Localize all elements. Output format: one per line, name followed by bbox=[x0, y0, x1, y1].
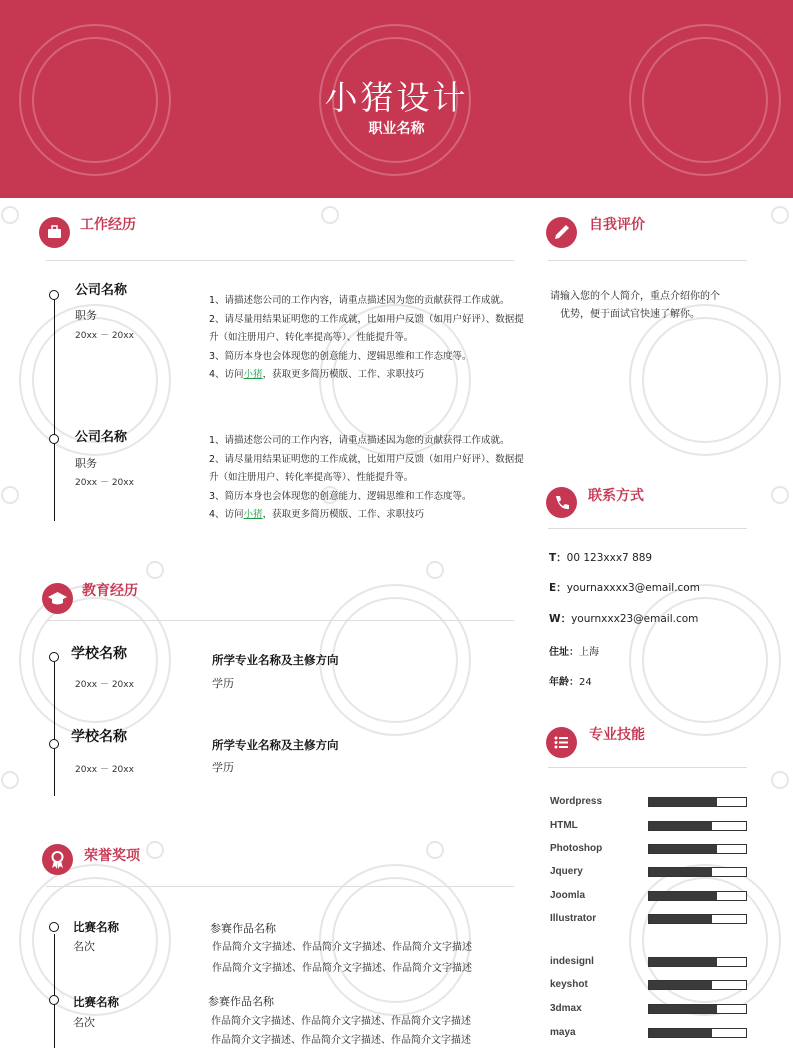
work-timeline-line bbox=[54, 296, 55, 521]
contact-phone: T：00 123xxx7 889 bbox=[549, 552, 653, 564]
skill-level-bar bbox=[648, 914, 747, 924]
date-range: 20xx － 20xx bbox=[75, 478, 134, 488]
contact-address: 住址：上海 bbox=[549, 647, 599, 658]
timeline-dot bbox=[49, 995, 59, 1005]
skill-level-bar bbox=[648, 1004, 747, 1014]
skill-label: HTML bbox=[550, 820, 578, 831]
self-eval-title: 自我评价 bbox=[589, 217, 645, 233]
desc-line: 4、访问小猪，获取更多简历模版、工作、求职技巧 bbox=[209, 509, 425, 521]
xiaozhu-link[interactable]: 小猪 bbox=[243, 369, 263, 381]
desc-line: 作品简介文字描述、作品简介文字描述、作品简介文字描述 bbox=[211, 1016, 471, 1027]
pencil-icon bbox=[546, 217, 577, 248]
skill-level-bar bbox=[648, 957, 747, 967]
education-section-title: 教育经历 bbox=[82, 583, 138, 599]
timeline-dot bbox=[49, 290, 59, 300]
position: 职务 bbox=[75, 457, 97, 470]
phone-icon bbox=[546, 487, 577, 518]
skill-level-bar bbox=[648, 797, 747, 807]
skill-level-fill bbox=[649, 981, 712, 989]
desc-line: 4、访问小猪，获取更多简历模版、工作、求职技巧 bbox=[209, 369, 425, 381]
skill-label: keyshot bbox=[550, 979, 588, 990]
skill-level-fill bbox=[649, 1029, 712, 1037]
divider bbox=[46, 886, 514, 887]
work-description bbox=[209, 432, 525, 525]
work-section-title: 工作经历 bbox=[80, 217, 136, 233]
competition-name: 比赛名称 bbox=[73, 995, 119, 1009]
timeline-dot bbox=[49, 652, 59, 662]
timeline-dot bbox=[49, 434, 59, 444]
work-name: 参赛作品名称 bbox=[208, 995, 274, 1008]
skill-level-fill bbox=[649, 1005, 717, 1013]
job-title: 职业名称 bbox=[368, 121, 425, 137]
desc-line: 作品简介文字描述、作品简介文字描述、作品简介文字描述 bbox=[212, 963, 472, 974]
desc-line: 1、请描述您公司的工作内容，请重点描述因为您的贡献获得工作成就。 bbox=[209, 295, 510, 306]
skill-level-fill bbox=[649, 845, 717, 853]
contact-title: 联系方式 bbox=[588, 488, 644, 504]
desc-line: 3、简历本身也会体现您的创意能力、逻辑思维和工作态度等。 bbox=[209, 490, 472, 502]
timeline-dot bbox=[49, 922, 59, 932]
skill-label: Jquery bbox=[550, 866, 583, 877]
award-description bbox=[212, 937, 472, 979]
desc-line: 作品简介文字描述、作品简介文字描述、作品简介文字描述 bbox=[212, 942, 472, 953]
skill-level-fill bbox=[649, 915, 712, 923]
timeline-dot bbox=[49, 739, 59, 749]
award-ribbon-icon bbox=[42, 844, 73, 875]
school-name: 学校名称 bbox=[71, 729, 127, 745]
major: 所学专业名称及主修方向 bbox=[212, 653, 339, 667]
skill-label: Illustrator bbox=[550, 913, 597, 924]
candidate-name: 小猪设计 bbox=[324, 78, 469, 117]
date-range: 20xx － 20xx bbox=[75, 331, 134, 341]
contact-age: 年龄：24 bbox=[549, 677, 592, 688]
xiaozhu-link[interactable]: 小猪 bbox=[243, 509, 263, 521]
skill-level-bar bbox=[648, 867, 747, 877]
skill-level-bar bbox=[648, 844, 747, 854]
skill-level-bar bbox=[648, 821, 747, 831]
work-name: 参赛作品名称 bbox=[210, 922, 276, 935]
competition-name: 比赛名称 bbox=[73, 920, 119, 934]
skill-label: Joomla bbox=[550, 890, 586, 901]
major: 所学专业名称及主修方向 bbox=[212, 738, 339, 752]
desc-line: 2、请尽量用结果证明您的工作成就，比如用户反馈（如用户好评）、数据提升（如注册用户、转化率提高等）、性能提升等。 bbox=[209, 453, 524, 484]
position: 职务 bbox=[75, 309, 97, 322]
desc-line: 作品简介文字描述、作品简介文字描述、作品简介文字描述 bbox=[211, 1035, 471, 1046]
self-eval-line: 优势，便于面试官快速了解你。 bbox=[560, 309, 700, 320]
skill-label: Photoshop bbox=[550, 843, 603, 854]
skill-level-bar bbox=[648, 891, 747, 901]
desc-line: 3、简历本身也会体现您的创意能力、逻辑思维和工作态度等。 bbox=[209, 350, 472, 362]
degree: 学历 bbox=[212, 677, 234, 690]
date-range: 20xx － 20xx bbox=[75, 680, 134, 690]
divider bbox=[548, 767, 747, 768]
skill-level-fill bbox=[649, 798, 717, 806]
awards-timeline-line bbox=[54, 934, 55, 1048]
award-description bbox=[211, 1012, 471, 1050]
desc-line: 2、请尽量用结果证明您的工作成就，比如用户反馈（如用户好评）、数据提升（如注册用户、转化率提高等）、性能提升等。 bbox=[209, 313, 524, 344]
skill-level-fill bbox=[649, 958, 717, 966]
skill-level-fill bbox=[649, 822, 712, 830]
skill-label: Wordpress bbox=[550, 796, 603, 807]
contact-email: E：yournaxxxx3@email.com bbox=[549, 582, 700, 594]
skill-label: indesignl bbox=[550, 956, 594, 967]
divider bbox=[46, 260, 514, 261]
education-timeline-line bbox=[54, 662, 55, 796]
company-name: 公司名称 bbox=[75, 283, 128, 298]
skill-label: 3dmax bbox=[550, 1003, 582, 1014]
skill-level-bar bbox=[648, 1028, 747, 1038]
briefcase-icon bbox=[39, 217, 70, 248]
skill-level-fill bbox=[649, 868, 712, 876]
self-eval-text bbox=[550, 288, 720, 324]
desc-line: 1、请描述您公司的工作内容，请重点描述因为您的贡献获得工作成就。 bbox=[209, 435, 510, 446]
skill-label: maya bbox=[550, 1027, 576, 1038]
list-icon bbox=[546, 727, 577, 758]
date-range: 20xx － 20xx bbox=[75, 765, 134, 775]
school-name: 学校名称 bbox=[71, 646, 127, 662]
degree: 学历 bbox=[212, 761, 234, 774]
graduation-cap-icon bbox=[42, 583, 73, 614]
company-name: 公司名称 bbox=[75, 430, 128, 445]
divider bbox=[548, 260, 747, 261]
skill-level-bar bbox=[648, 980, 747, 990]
rank: 名次 bbox=[73, 940, 95, 953]
divider bbox=[46, 620, 514, 621]
self-eval-line: 请输入您的个人简介，重点介绍你的个 bbox=[550, 291, 720, 302]
contact-website: W：yournxxx23@email.com bbox=[549, 613, 699, 625]
skills-title: 专业技能 bbox=[589, 727, 645, 743]
skill-level-fill bbox=[649, 892, 717, 900]
work-description bbox=[209, 292, 525, 385]
divider bbox=[548, 528, 747, 529]
rank: 名次 bbox=[73, 1016, 95, 1029]
awards-section-title: 荣誉奖项 bbox=[84, 848, 140, 864]
